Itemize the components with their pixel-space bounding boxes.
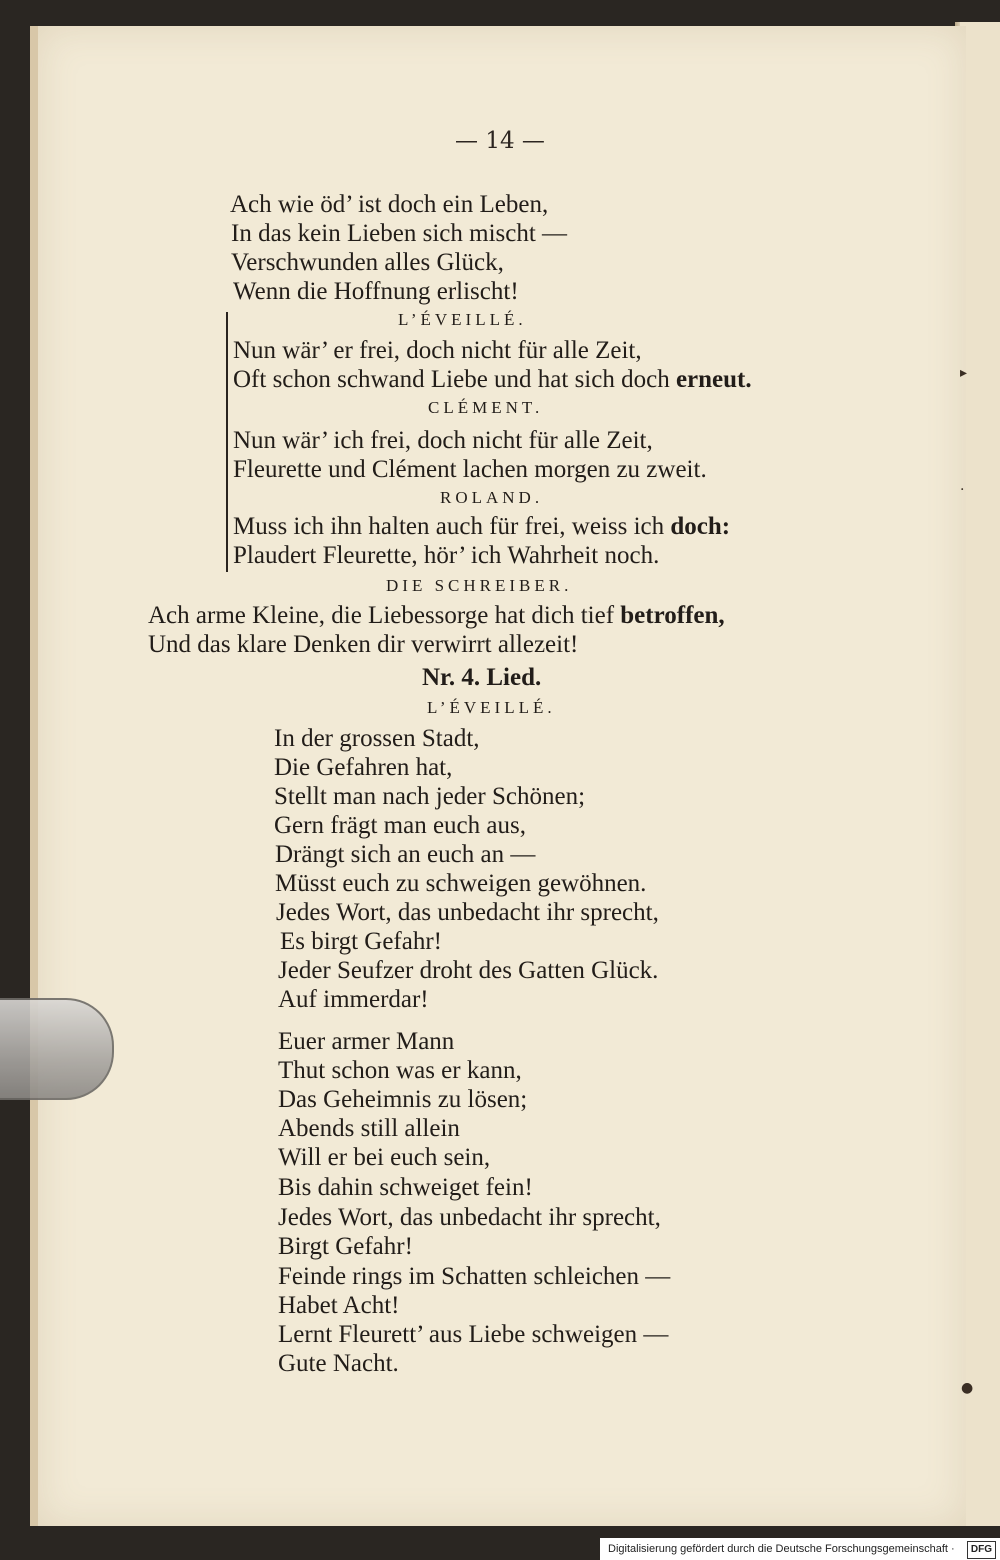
verse-line: Bis dahin schweiget fein! bbox=[278, 1174, 533, 1201]
text-line: In das kein Lieben sich mischt — bbox=[231, 220, 568, 247]
margin-mark: ● bbox=[961, 1380, 974, 1396]
text-line bbox=[148, 603, 725, 628]
facing-page-edge bbox=[960, 22, 1000, 1526]
text-line: Verschwunden alles Glück, bbox=[231, 249, 504, 276]
text-span: Ach arme Kleine, die Liebessorge hat dich tief bbox=[148, 602, 615, 629]
margin-mark: · bbox=[960, 482, 965, 498]
verse-line: Thut schon was er kann, bbox=[278, 1057, 522, 1084]
verse-line: Habet Acht! bbox=[278, 1292, 400, 1319]
text-line: Fleurette und Clément lachen morgen zu zweit. bbox=[233, 456, 707, 483]
verse-line: Euer armer Mann bbox=[278, 1028, 455, 1055]
speaker-name: CLÉMENT. bbox=[428, 398, 544, 417]
text-line bbox=[233, 367, 752, 392]
verse-line: Birgt Gefahr! bbox=[278, 1233, 413, 1260]
text-line: Und das klare Denken dir verwirrt allezeit! bbox=[148, 631, 579, 658]
bold-word: doch: bbox=[670, 513, 731, 540]
verse-line: Feinde rings im Schatten schleichen — bbox=[278, 1263, 671, 1290]
verse-line: In der grossen Stadt, bbox=[274, 725, 480, 752]
page-clip bbox=[0, 998, 114, 1100]
speaker-name: DIE SCHREIBER. bbox=[386, 576, 573, 595]
text-line: Wenn die Hoffnung erlischt! bbox=[233, 278, 519, 305]
text-line: Nun wär’ er frei, doch nicht für alle Zeit, bbox=[233, 337, 642, 364]
verse-line: Gern frägt man euch aus, bbox=[274, 812, 526, 839]
verse-line: Auf immerdar! bbox=[278, 986, 429, 1013]
margin-mark: ▸ bbox=[960, 365, 968, 381]
speaker-name: L’ÉVEILLÉ. bbox=[398, 310, 527, 329]
verse-line: Will er bei euch sein, bbox=[278, 1144, 491, 1171]
verse-line: Lernt Fleurett’ aus Liebe schweigen — bbox=[278, 1321, 669, 1348]
bold-word: betroffen, bbox=[620, 602, 725, 629]
text-span: Muss ich ihn halten auch für frei, weiss ich bbox=[233, 513, 665, 540]
verse-line: Es birgt Gefahr! bbox=[280, 928, 442, 955]
verse-line: Jedes Wort, das unbedacht ihr sprecht, bbox=[278, 1204, 661, 1231]
verse-bracket bbox=[226, 312, 228, 572]
verse-line: Gute Nacht. bbox=[278, 1350, 399, 1377]
dfg-logo: DFG bbox=[967, 1541, 996, 1559]
verse-line: Abends still allein bbox=[278, 1115, 460, 1142]
text-line bbox=[233, 514, 730, 539]
speaker-name: L’ÉVEILLÉ. bbox=[427, 698, 556, 717]
bold-word: erneut. bbox=[675, 366, 752, 393]
text-line: Ach wie öd’ ist doch ein Leben, bbox=[230, 191, 549, 218]
text-line: Plaudert Fleurette, hör’ ich Wahrheit noch. bbox=[233, 542, 660, 569]
verse-line: Drängt sich an euch an — bbox=[275, 841, 536, 868]
verse-line: Stellt man nach jeder Schönen; bbox=[274, 783, 586, 810]
footer-bar bbox=[600, 1538, 1000, 1560]
verse-line: Das Geheimnis zu lösen; bbox=[278, 1086, 528, 1113]
text-span: Oft schon schwand Liebe und hat sich doch bbox=[233, 366, 670, 393]
verse-line: Müsst euch zu schweigen gewöhnen. bbox=[275, 870, 647, 897]
verse-line: Jeder Seufzer droht des Gatten Glück. bbox=[278, 957, 659, 984]
text-line: Nun wär’ ich frei, doch nicht für alle Zeit, bbox=[233, 427, 653, 454]
verse-line: Die Gefahren hat, bbox=[274, 754, 453, 781]
verse-line: Jedes Wort, das unbedacht ihr sprecht, bbox=[276, 899, 659, 926]
page-number: — 14 — bbox=[455, 128, 545, 154]
footer-credit: Digitalisierung gefördert durch die Deutsche Forschungsgemeinschaft · bbox=[608, 1543, 955, 1555]
speaker-name: ROLAND. bbox=[440, 488, 544, 507]
section-heading: Nr. 4. Lied. bbox=[422, 664, 542, 691]
